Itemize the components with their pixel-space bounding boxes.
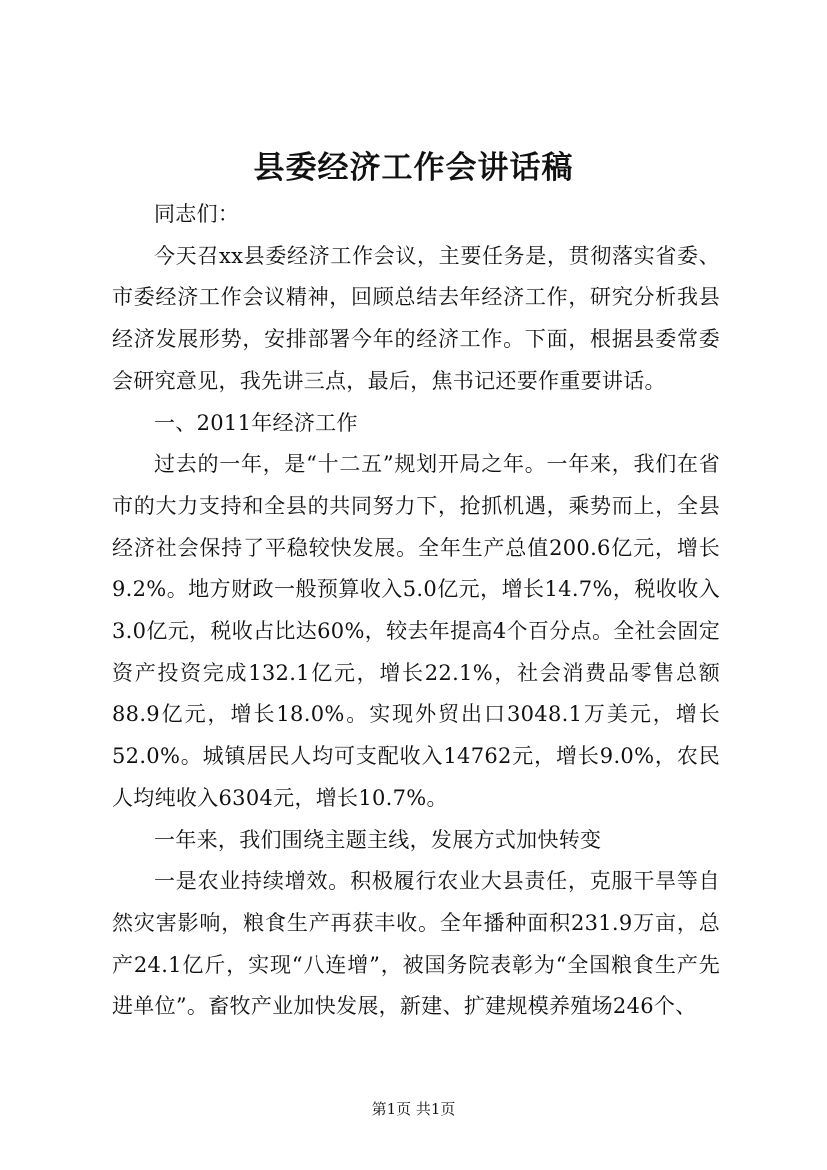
- review-paragraph: 过去的一年，是“十二五”规划开局之年。一年来，我们在省市的大力支持和全县的共同努力下，抢抓机遇，乘势而上，全县经济社会保持了平稳较快发展。全年生产总值200.6亿元，增长9.2%。地方财政一般预算收入5.0亿元，增长14.7%，税收收入3.0亿元，税收占比达60%，较去年提高4个百分点。全社会固定资产投资完成132.1亿元，增长22.1%，社会消费品零售总额88.9亿元，增长18.0%。实现外贸出口3048.1万美元，增长52.0%。城镇居民人均可支配收入14762元，增长9.0%，农民人均纯收入6304元，增长10.7%。: [112, 452, 720, 810]
- intro-paragraph: 今天召xx县委经济工作会议，主要任务是，贯彻落实省委、市委经济工作会议精神，回顾总结去年经济工作，研究分析我县经济发展形势，安排部署今年的经济工作。下面，根据县委常委会研究意见，我先讲三点，最后，焦书记还要作重要讲话。: [112, 243, 720, 393]
- document-body: [112, 194, 720, 1028]
- salutation-paragraph: 同志们：: [154, 202, 240, 226]
- document-title: 县委经济工作会讲话稿: [253, 150, 574, 186]
- summary-paragraph: 一年来，我们围绕主题主线，发展方式加快转变: [154, 827, 602, 852]
- section-heading: 一、2011年经济工作: [154, 410, 358, 435]
- page-footer: 第1页 共1页: [371, 1100, 456, 1118]
- agriculture-paragraph: 一是农业持续增效。积极履行农业大县责任，克服干旱等自然灾害影响，粮食生产再获丰收。全年播种面积231.9万亩，总产24.1亿斤，实现“八连增”，被国务院表彰为“全国粮食生产先进单位”。畜牧产业加快发展，新建、扩建规模养殖场246个、: [112, 869, 720, 1019]
